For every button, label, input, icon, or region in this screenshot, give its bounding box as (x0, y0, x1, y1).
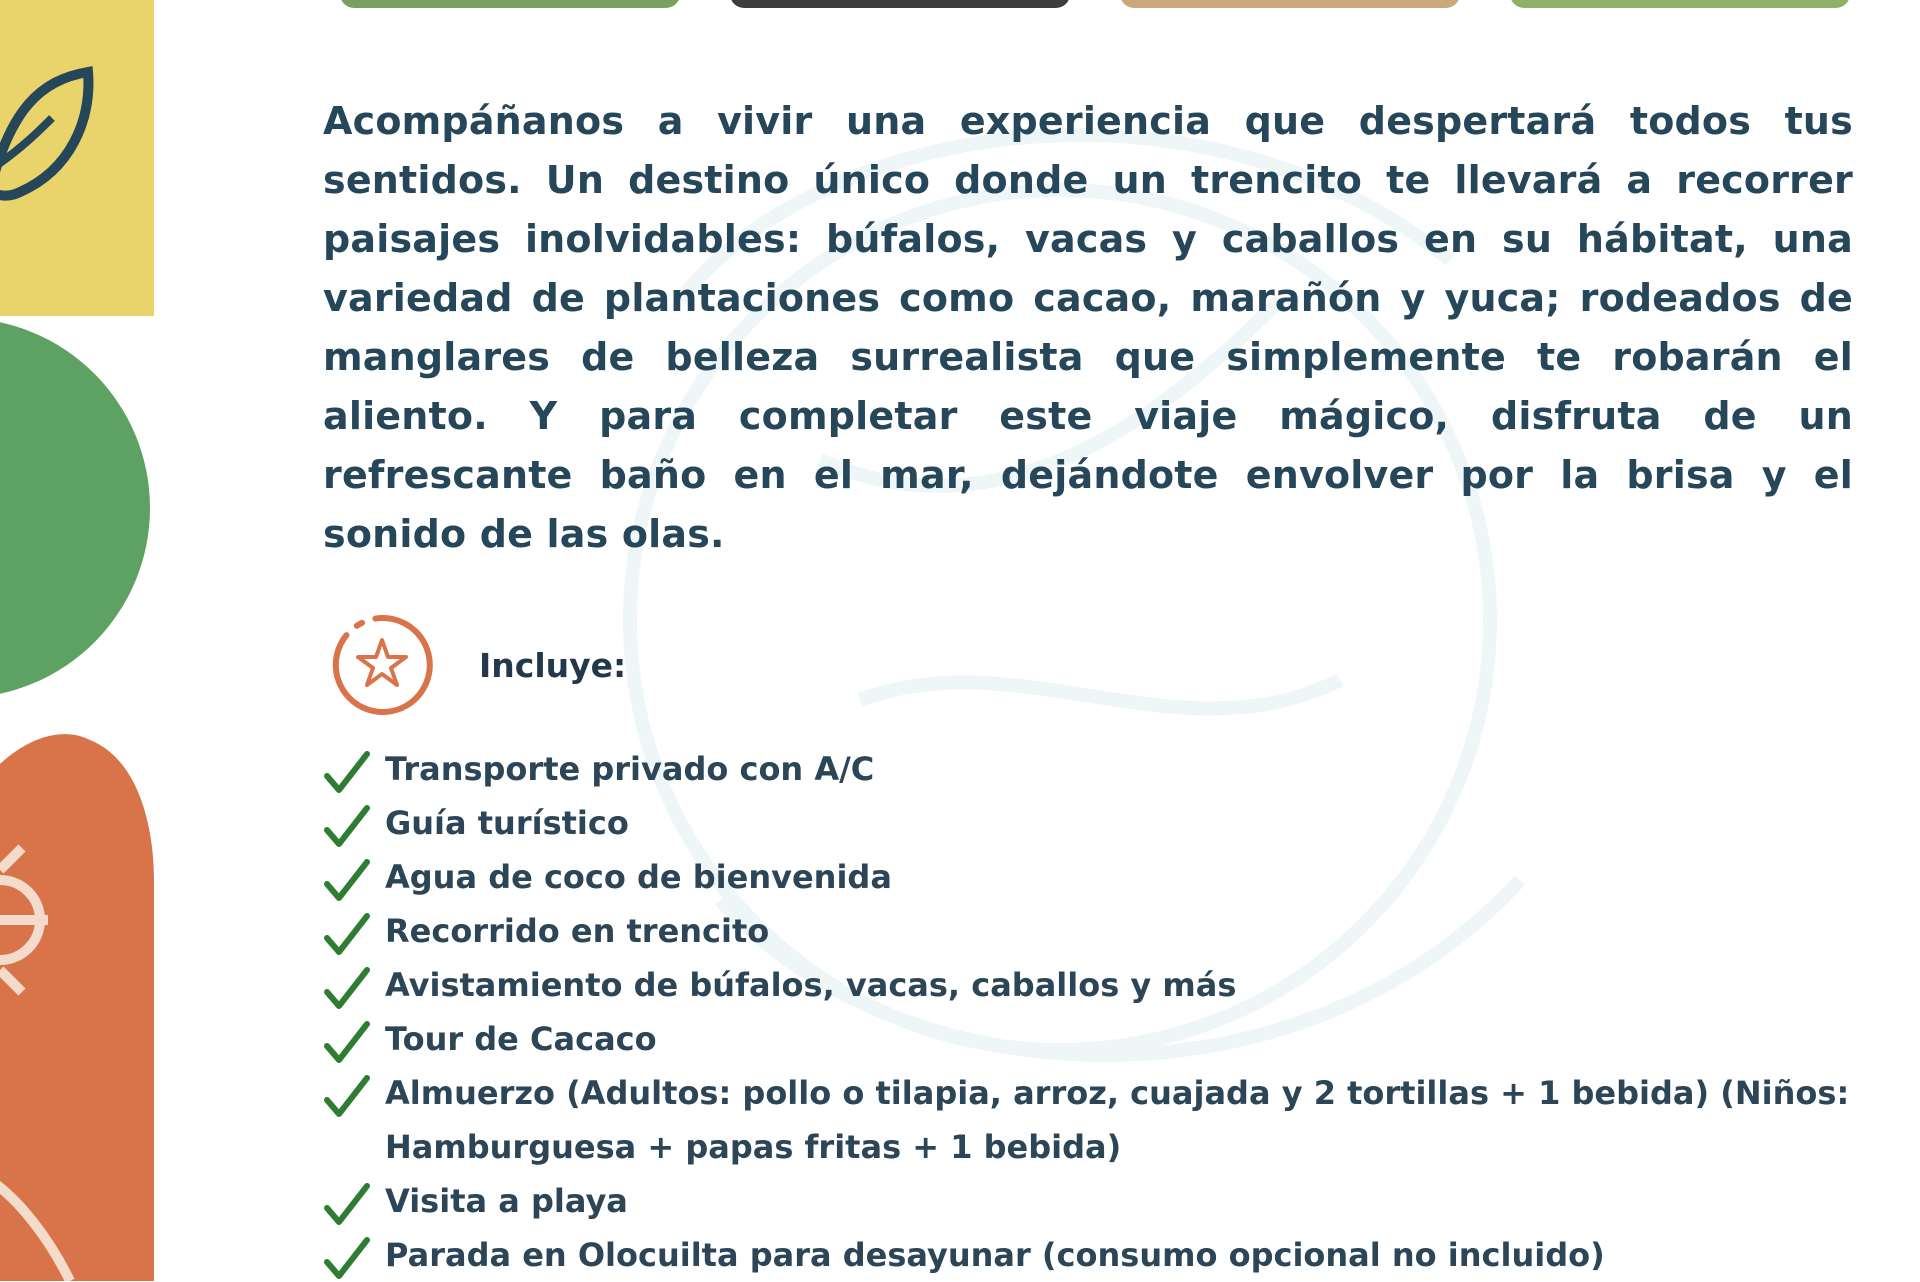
intro-paragraph: Acompáñanos a vivir una experiencia que despertará todos tus sentidos. Un destino único donde un trencito te llevará a recorrer paisajes inolvidables: búfalos, vacas y caballos en su hábitat, una variedad de plantaciones como cacao, marañón y yuca; rodeados de manglares de belleza surrealista que simplemente te robarán el aliento. Y para completar este viaje mágico, disfruta de un refrescante baño en el mar, dejándote envolver por la brisa y el sonido de las olas. (323, 99, 1853, 556)
left-decoration (0, 0, 160, 1281)
list-item (323, 796, 1853, 850)
includes-header (323, 612, 1853, 718)
photo-thumbnail (340, 0, 680, 8)
list-item (323, 1174, 1853, 1228)
list-item-text: Parada en Olocuilta para desayunar (consumo opcional no incluido) (385, 1236, 1605, 1274)
list-item (323, 1066, 1853, 1174)
photo-thumbnail (730, 0, 1070, 8)
list-item-text: Almuerzo (Adultos: pollo o tilapia, arroz, cuajada y 2 tortillas + 1 bebida) (Niños: Hamburguesa + papas fritas + 1 bebida) (385, 1074, 1850, 1166)
list-item (323, 958, 1853, 1012)
list-item-text: Agua de coco de bienvenida (385, 858, 892, 896)
list-item (323, 850, 1853, 904)
list-item (323, 1012, 1853, 1066)
check-icon (323, 750, 371, 794)
content-area (323, 92, 1853, 1282)
list-item-text: Tour de Cacaco (385, 1020, 657, 1058)
list-item-text: Transporte privado con A/C (385, 750, 875, 788)
check-icon (323, 1074, 371, 1118)
list-item-text: Guía turístico (385, 804, 629, 842)
check-icon (323, 1020, 371, 1064)
list-item (323, 1228, 1853, 1282)
yellow-block (0, 0, 154, 316)
list-item (323, 904, 1853, 958)
orange-shape (0, 734, 154, 1281)
photo-thumbnail (1120, 0, 1460, 8)
list-item-text: Avistamiento de búfalos, vacas, caballos y más (385, 966, 1237, 1004)
check-icon (323, 804, 371, 848)
photo-thumbnail (1510, 0, 1850, 8)
list-item-text: Visita a playa (385, 1182, 628, 1220)
includes-list (323, 742, 1853, 1282)
top-photo-strip (0, 0, 1920, 14)
green-circle (0, 318, 150, 698)
check-icon (323, 912, 371, 956)
check-icon (323, 1236, 371, 1280)
list-item-text: Recorrido en trencito (385, 912, 770, 950)
check-icon (323, 1182, 371, 1226)
includes-label: Incluye: (479, 645, 627, 685)
list-item (323, 742, 1853, 796)
star-badge-icon (329, 612, 435, 718)
check-icon (323, 966, 371, 1010)
check-icon (323, 858, 371, 902)
